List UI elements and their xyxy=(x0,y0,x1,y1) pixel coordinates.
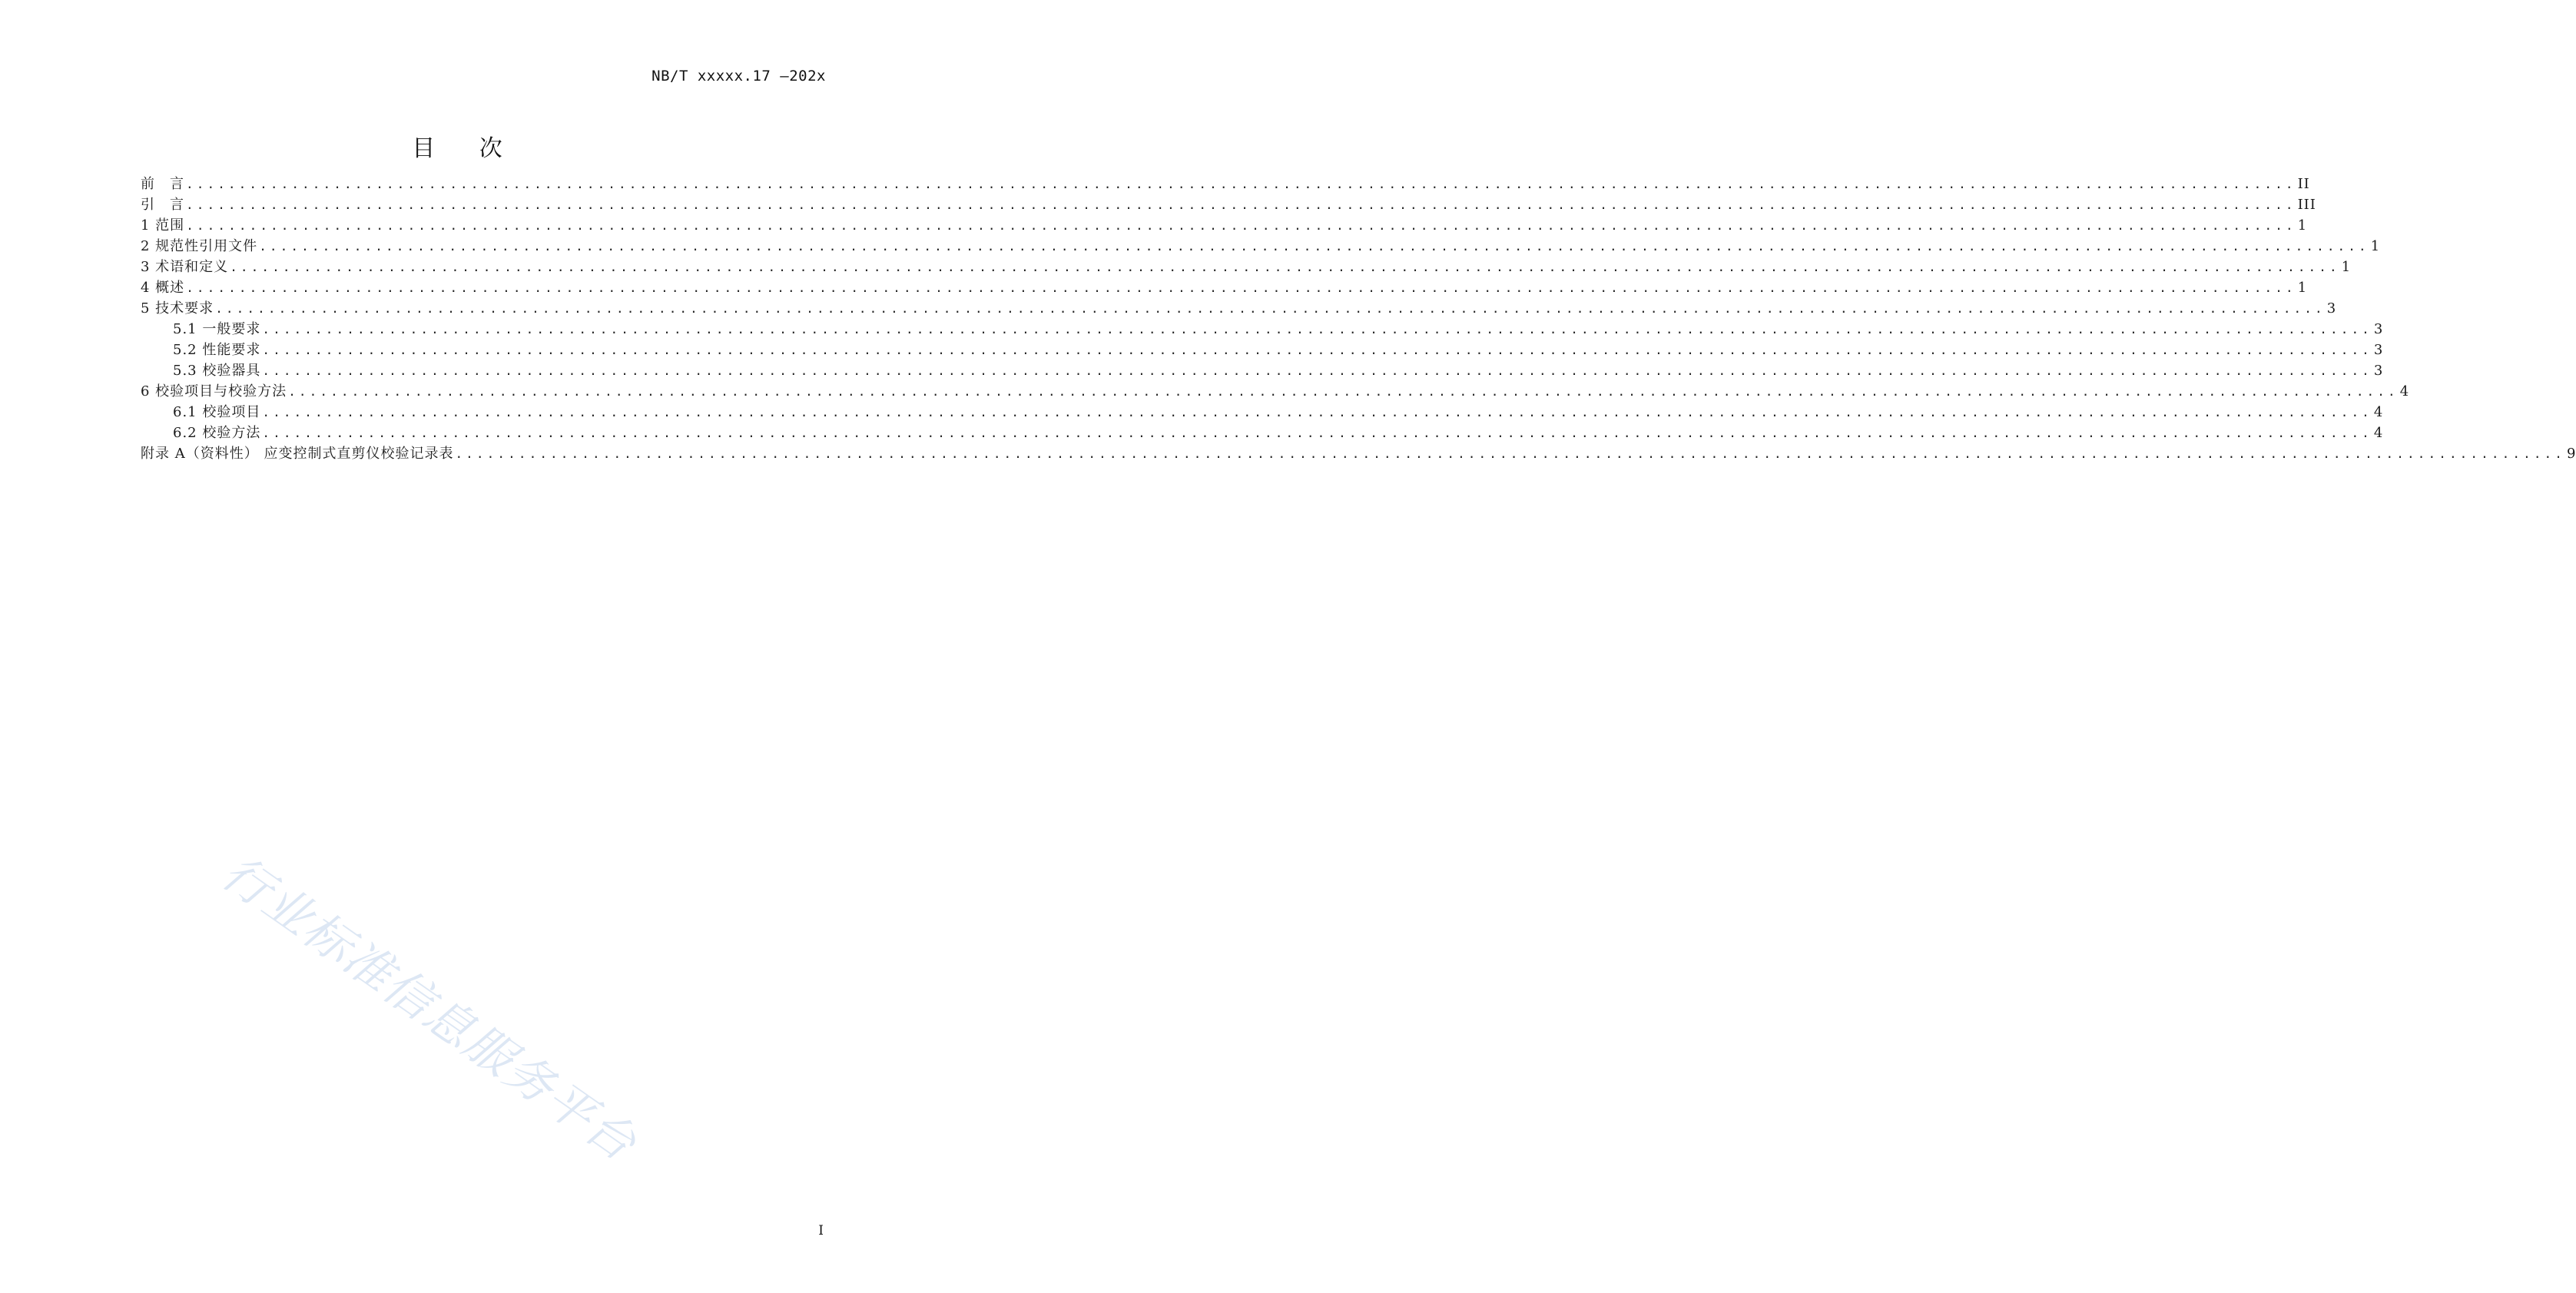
toc-dot-leader: ........................................................................................................................................................................................................ xyxy=(186,280,2296,295)
watermark: 行业标准信息服务平台 xyxy=(212,844,648,1172)
toc-entry[interactable] xyxy=(141,257,2352,277)
toc-dot-leader: ........................................................................................................................................................................................................ xyxy=(186,197,2296,212)
toc-entry-label: 5.2 性能要求 xyxy=(173,342,261,358)
toc-dot-leader: ........................................................................................................................................................................................................ xyxy=(262,363,2372,378)
toc-entry[interactable] xyxy=(141,360,2384,381)
page-number: I xyxy=(818,1223,824,1238)
toc-dot-leader: ........................................................................................................................................................................................................ xyxy=(455,446,2566,461)
toc-dot-leader: ........................................................................................................................................................................................................ xyxy=(215,301,2326,316)
toc-dot-leader: ........................................................................................................................................................................................................ xyxy=(186,177,2296,191)
toc-entry-page: 1 xyxy=(2297,217,2308,234)
toc-entry-label: 引 言 xyxy=(141,197,184,213)
toc-entry-page: III xyxy=(2297,197,2316,213)
toc-title: 目 次 xyxy=(412,135,521,162)
standard-code: NB/T xxxxx.17 —202x xyxy=(651,68,826,85)
toc-dot-leader: ........................................................................................................................................................................................................ xyxy=(262,405,2372,419)
toc-entry-label: 前 言 xyxy=(141,176,184,192)
toc-entry[interactable] xyxy=(141,194,2316,215)
toc-dot-leader: ........................................................................................................................................................................................................ xyxy=(262,343,2372,357)
toc-entry-page: 1 xyxy=(2370,238,2381,254)
toc-entry-page: 4 xyxy=(2373,404,2384,420)
toc-entry[interactable] xyxy=(141,443,2576,464)
toc-dot-leader: ........................................................................................................................................................................................................ xyxy=(230,260,2340,274)
toc-dot-leader: ........................................................................................................................................................................................................ xyxy=(259,239,2369,254)
toc-entry-page: 1 xyxy=(2297,280,2308,296)
toc-entry-label: 3 术语和定义 xyxy=(141,259,229,275)
toc-entry[interactable] xyxy=(141,298,2337,319)
toc-dot-leader: ........................................................................................................................................................................................................ xyxy=(288,384,2399,399)
toc-dot-leader: ........................................................................................................................................................................................................ xyxy=(186,218,2296,233)
toc-entry-label: 5 技术要求 xyxy=(141,300,214,317)
toc-entry[interactable] xyxy=(141,423,2384,443)
toc-entry-label: 6.1 校验项目 xyxy=(173,404,261,420)
toc-entry-page: II xyxy=(2297,176,2310,192)
toc-dot-leader: ........................................................................................................................................................................................................ xyxy=(262,322,2372,337)
toc-entry-page: 1 xyxy=(2341,259,2352,275)
toc-entry[interactable] xyxy=(141,215,2308,236)
toc-entry-page: 4 xyxy=(2373,425,2384,441)
toc-entry-page: 9 xyxy=(2567,446,2576,462)
toc-entry-page: 3 xyxy=(2373,342,2384,358)
toc-entry[interactable] xyxy=(141,277,2308,298)
toc-entry-page: 4 xyxy=(2399,383,2410,400)
toc-entry-label: 2 规范性引用文件 xyxy=(141,238,258,254)
toc-entry-label: 4 概述 xyxy=(141,280,185,296)
toc-entry-label: 5.1 一般要求 xyxy=(173,321,261,337)
toc-entry[interactable] xyxy=(141,319,2384,340)
toc-entry[interactable] xyxy=(141,174,2310,194)
toc-entry[interactable] xyxy=(141,340,2384,360)
toc-dot-leader: ........................................................................................................................................................................................................ xyxy=(262,426,2372,440)
toc-entry-label: 6.2 校验方法 xyxy=(173,425,261,441)
toc-entry-page: 3 xyxy=(2373,321,2384,337)
toc-entry-label: 6 校验项目与校验方法 xyxy=(141,383,287,400)
table-of-contents xyxy=(141,174,2576,464)
toc-entry-label: 5.3 校验器具 xyxy=(173,363,261,379)
toc-entry-page: 3 xyxy=(2373,363,2384,379)
toc-entry-label: 1 范围 xyxy=(141,217,185,234)
toc-entry-page: 3 xyxy=(2326,300,2337,317)
toc-entry-label: 附录 A（资料性） 应变控制式直剪仪校验记录表 xyxy=(141,446,454,462)
toc-entry[interactable] xyxy=(141,402,2384,423)
toc-entry[interactable] xyxy=(141,381,2410,402)
toc-entry[interactable] xyxy=(141,236,2381,257)
